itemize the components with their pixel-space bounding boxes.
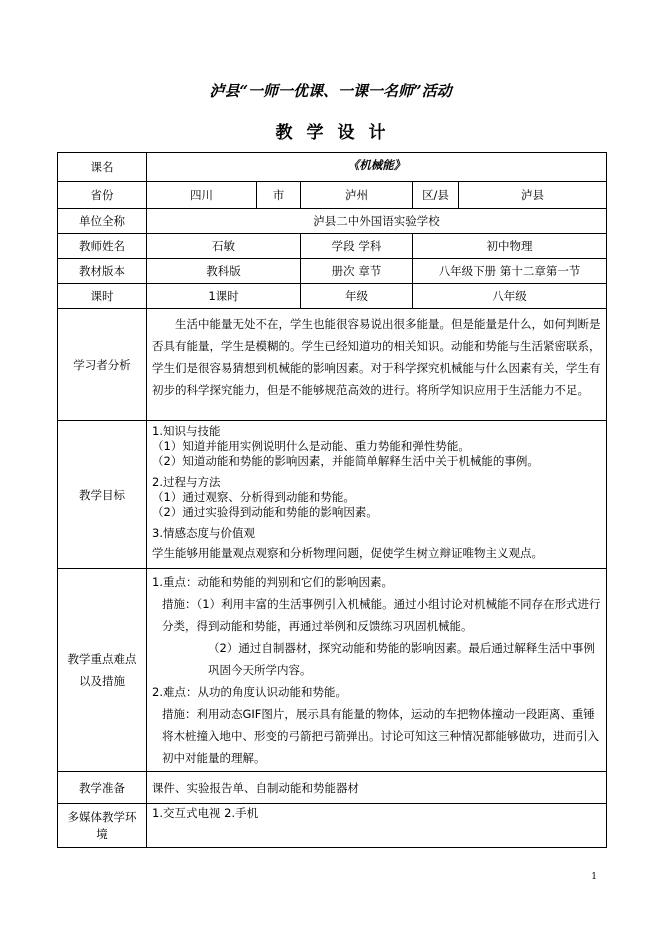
- goal-section-2-item-1: （1）通过观察、分析得到动能和势能。: [152, 490, 355, 504]
- document-subtitle: 教学设计: [275, 123, 400, 143]
- goals-cell: [147, 421, 607, 569]
- key-focus: 1.重点：动能和势能的判别和它们的影响因素。: [152, 575, 393, 589]
- row-learner-analysis: [58, 309, 607, 421]
- prep-value: 课件、实验报告单、自制动能和势能器材: [147, 772, 607, 804]
- textbook-label: 教材版本: [58, 259, 147, 284]
- goal-section-3-title: 3.情感态度与价值观: [152, 526, 255, 540]
- teacher-value: 石敏: [147, 234, 301, 259]
- grade-value: 八年级: [413, 284, 607, 309]
- learner-label: 学习者分析: [58, 309, 147, 421]
- goals-label: 教学目标: [58, 421, 147, 569]
- volume-chapter-value: 八年级下册 第十二章第一节: [413, 259, 607, 284]
- city-value: 泸州: [301, 182, 413, 209]
- key-measure-1: 措施：（1）利用丰富的生活事例引入机械能。通过小组讨论对机械能不同存在形式进行分类，得到动能和势能，再通过举例和反馈练习巩固机械能。: [162, 597, 601, 633]
- row-goals: [58, 421, 607, 569]
- key-label-line-1: 教学重点难点: [67, 652, 137, 666]
- textbook-value: 教科版: [147, 259, 301, 284]
- key-label-line-2: 以及措施: [79, 674, 125, 688]
- row-school: [58, 209, 607, 234]
- school-label: 单位全称: [58, 209, 147, 234]
- row-preparation: [58, 772, 607, 804]
- goal-section-1-title: 1.知识与技能: [152, 424, 221, 438]
- goal-section-3-text: 学生能够用能量观点观察和分析物理问题，促使学生树立辩证唯物主义观点。: [152, 546, 543, 560]
- row-key-points: [58, 569, 607, 772]
- goal-section-1-item-2: （2）知道动能和势能的影响因素，并能简单解释生活中关于机械能的事例。: [152, 454, 539, 468]
- row-period: [58, 284, 607, 309]
- goal-section-2-title: 2.过程与方法: [152, 475, 221, 489]
- key-difficulty: 2.难点：从功的角度认识动能和势能。: [152, 685, 347, 699]
- teacher-label: 教师姓名: [58, 234, 147, 259]
- env-value: 1.交互式电视 2.手机: [147, 804, 607, 848]
- stage-subject-label: 学段 学科: [301, 234, 413, 259]
- document-title: 泸县“一师一优课、一课一名师”活动: [209, 82, 452, 100]
- district-label: 区/县: [413, 182, 459, 209]
- volume-chapter-label: 册次 章节: [301, 259, 413, 284]
- env-label: 多媒体教学环境: [58, 804, 147, 848]
- lesson-plan-table: [57, 152, 607, 848]
- district-value: 泸县: [459, 182, 607, 209]
- page-number: 1: [591, 872, 597, 882]
- learner-cell: [147, 309, 607, 421]
- key-measure-2: （2）通过自制器材，探究动能和势能的影响因素。最后通过解释生活中事例巩固今天所学内容。: [208, 641, 595, 677]
- city-label: 市: [257, 182, 301, 209]
- row-textbook: [58, 259, 607, 284]
- school-value: 泸县二中外国语实验学校: [147, 209, 607, 234]
- period-label: 课时: [58, 284, 147, 309]
- stage-subject-value: 初中物理: [413, 234, 607, 259]
- period-value: 1课时: [147, 284, 301, 309]
- province-label: 省份: [58, 182, 147, 209]
- goal-section-1-item-1: （1）知道并能用实例说明什么是动能、重力势能和弹性势能。: [152, 439, 470, 453]
- learner-text: 生活中能量无处不在，学生也能很容易说出很多能量。但是能量是什么，如何判断是否具有能量，学生是模糊的。学生已经知道功的相关知识。动能和势能与生活紧密联系，学生们是很容易猜想到机械能的影响因素。对于科学探究机械能与什么因素有关，学生有初步的科学探究能力，但是不能够规范高效的进行。将所学知识应用于生活能力不足。: [152, 317, 601, 397]
- prep-label: 教学准备: [58, 772, 147, 804]
- row-course-name: [58, 153, 607, 182]
- row-location: [58, 182, 607, 209]
- course-name-value: 《机械能》: [147, 153, 607, 182]
- grade-label: 年级: [301, 284, 413, 309]
- row-teacher: [58, 234, 607, 259]
- goal-section-2-item-2: （2）通过实验得到动能和势能的影响因素。: [152, 505, 378, 519]
- province-value: 四川: [147, 182, 257, 209]
- row-multimedia: [58, 804, 607, 848]
- key-label-cell: [58, 569, 147, 772]
- course-name-label: 课名: [58, 153, 147, 182]
- key-points-cell: [147, 569, 607, 772]
- key-measure-3: 措施：利用动态GIF图片，展示具有能量的物体，运动的车把物体撞动一段距离、重锤将木桩撞入地中、形变的弓箭把弓箭弹出。讨论可知这三种情况都能够做功，进而引入初中对能量的理解。: [162, 707, 599, 765]
